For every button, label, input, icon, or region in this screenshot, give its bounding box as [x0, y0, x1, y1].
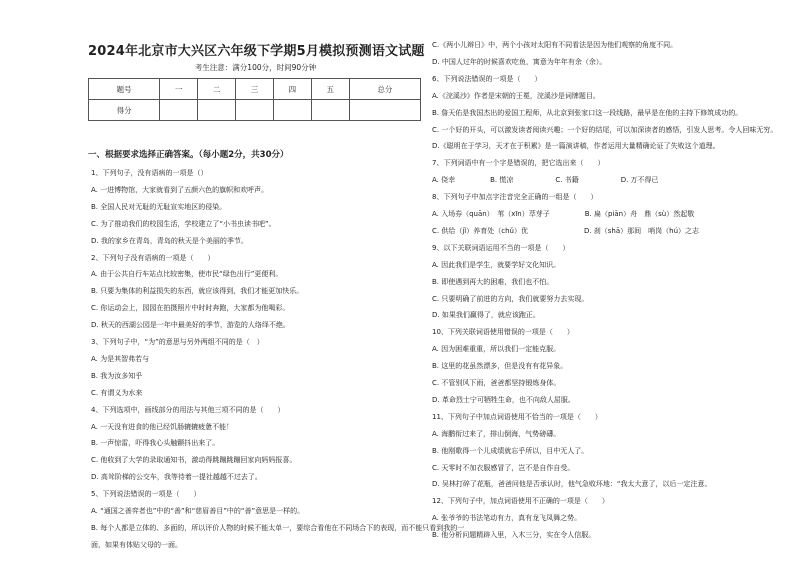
question-line: 9、以下关联词语运用不当的一项是（ ）: [432, 243, 570, 252]
question-line: A. 一天没有进食的他已经饥肠辘辘疲惫不能！: [91, 422, 234, 431]
question-line: 3、下列句子中，“为”的意思与另外两组不同的是（ ）: [91, 338, 264, 346]
score-cell: 四: [273, 79, 311, 100]
score-table-header-row: [89, 79, 421, 100]
score-cell: [349, 100, 420, 121]
question-line: B. 每个人都是立体的、多面的，所以评价人物的时候不能太单一，要综合看他在不同场合下的表现，而不能只看到我的一: [91, 523, 465, 532]
question-line: A. 入场券（quān） 苇（xīn）萃芽子 B. 扁（piān）舟 鼎（sù）然起敬: [432, 210, 695, 218]
section-heading: 一、根据要求选择正确答案。（每小题2分，共30分）: [88, 150, 289, 160]
question-line: A. 张爷爷的书法笔动有力，真有龙飞凤舞之势。: [432, 514, 582, 523]
question-line: C.《两小儿辩日》中，两个小孩对太阳有不同看法是因为他们观察的角度不同。: [432, 41, 678, 49]
score-cell: [311, 100, 349, 121]
question-line: 2、下列句子没有语病的一项是（ ）: [91, 253, 215, 262]
question-line: 5、下列说法错误的一项是（ ）: [91, 490, 201, 499]
question-line: A. 因此我们是学生，就要学好文化知识。: [432, 260, 561, 269]
question-line: D. 如果我们赢得了，就应该跑正。: [432, 311, 540, 320]
question-line: B. 一声惊雷，吓得我心头触颤抖出来了。: [91, 439, 220, 448]
score-cell: [236, 100, 274, 121]
question-line: A.《浣溪沙》作者是宋朝的王冕，浣溪沙是词牌题目。: [432, 91, 600, 100]
score-cell: 得分: [89, 100, 160, 121]
question-line: A. 为是其智弗若与: [91, 354, 150, 363]
score-table: [88, 78, 421, 121]
question-line: 11、下列句子中加点词语使用不恰当的一项是（ ）: [432, 412, 602, 421]
score-cell: 题号: [89, 79, 160, 100]
question-line: D. 中国人过年的时候喜欢吃鱼，寓意为年年有余（余）。: [432, 57, 607, 66]
question-line: C. 你运动会上，园园在拍摄照片中时时奔跑，大家都为他喝彩。: [91, 304, 290, 313]
score-table-score-row: [89, 100, 421, 121]
question-line: B. 全国人民对无耻的无耻宣实地区的侵染。: [91, 202, 227, 211]
question-line: A. 由于公共自行车站点比较密集，使市民“绿色出行”更便利。: [91, 270, 283, 279]
question-line: B. 我为汝多知乎: [91, 371, 143, 380]
question-line: C. 为了推动我们的校园生活，学校建立了“小书虫读书吧”。: [91, 219, 276, 228]
question-line: 12、下列句子中，加点词语使用不正确的一项是（ ）: [432, 497, 609, 506]
question-line: A. 海鹏衔过来了，排山倒海，气势磅礴。: [432, 429, 561, 438]
score-cell: [273, 100, 311, 121]
question-line: A. 因为困难重重，所以我们一定能克服。: [432, 345, 561, 354]
question-line: C. 只要明确了前进的方向，我们就要努力去实现。: [432, 294, 589, 303]
question-line: C. 天零时不加衣服感冒了，岂不是自作自受。: [432, 463, 575, 472]
question-line: B. 他刚歌得一个儿成绩就忘乎所以，目中无人了。: [432, 446, 589, 455]
question-line: D. 高耸阶梯的公交车，我等待着一提社越越不过去了。: [91, 473, 262, 482]
question-line: A. 一进博物馆，大家就看到了五颜六色的旗帜和欢呼声。: [91, 185, 269, 194]
question-line: C. 一个好的开头，可以激发读者阅读兴趣；一个好的结尾，可以加深读者的感悟，引发人思考。令人回味无穷。: [432, 125, 778, 134]
score-cell: 二: [198, 79, 236, 100]
question-line: 面，如果有体贴父母的一面。: [91, 540, 182, 549]
question-line: C. 不管别风下雨，爸爸都坚持锻炼身体。: [432, 379, 561, 387]
question-line: 7、下列词语中有一个字是错误的，把它选出来（ ）: [432, 159, 605, 168]
question-line: B. 他分析问题精辟入里，入木三分，实在令人信服。: [432, 531, 596, 540]
question-line: 4、下列选项中，画线部分的用法与其他三项不同的是（ ）: [91, 405, 285, 414]
question-line: D. 吴林打碎了花瓶，爸爸问他是否承认时，他气急败坏地：“我太大意了，以后一定注意。: [432, 480, 712, 489]
score-cell: [160, 100, 198, 121]
question-line: B. 只要为集体的利益损失的东西，就应该得到，我们才能更加快乐。: [91, 287, 304, 296]
question-line: B. 即使遇到再大的困难，我们也不怕。: [432, 277, 554, 286]
score-cell: [198, 100, 236, 121]
question-line: D. 秋天的西湖公园是一年中最美好的季节，游览的人络绎不绝。: [91, 321, 290, 330]
score-cell: 总分: [349, 79, 420, 100]
question-line: 1、下列句子，没有语病的一项是（）: [91, 169, 208, 177]
question-line: 8、下列句子中加点字注音完全正确的一组是（ ）: [432, 193, 598, 202]
question-line: A. “通国之善弈者也”中的“善”和“慈眉善目”中的“善”意思是一样的。: [91, 507, 305, 515]
score-cell: 一: [160, 79, 198, 100]
question-line: 6、下列说法错误的一项是（ ）: [432, 74, 542, 83]
page-title: 2024年北京市大兴区六年级下学期5月模拟预测语文试题: [88, 44, 425, 59]
question-line: C. 他收到了大学的录取通知书，激动得跳蹦跳蹦回家向妈妈报喜。: [91, 456, 297, 465]
question-line: B. 詹天佑是我国杰出的爱国工程师，从北京到张家口这一段线路，最早是在他的主持下修筑成功的。: [432, 108, 743, 117]
question-line: A. 侥幸 B. 慌凉 C. 书籍 D. 万不得已: [432, 176, 659, 185]
question-line: C. 有谓义为水来: [91, 388, 143, 397]
exam-notice: 考生注意：满分100分，时间90分钟: [194, 63, 317, 72]
question-line: D. 我的家乡在青岛，青岛的秋天是个美丽的季节。: [91, 236, 248, 245]
question-line: C. 供给（jǐ）养育处（chǔ）优 D. 刹（shā）那间 哨岗（hú）之志: [432, 226, 700, 235]
question-line: B. 这里的花虽然漂多，但是没有有花异象。: [432, 362, 568, 371]
score-cell: 五: [311, 79, 349, 100]
question-line: 10、下列关联词语使用错误的一项是（ ）: [432, 328, 574, 337]
question-line: D. 革命烈士宁可牺牲生命，也不向敌人屈服。: [432, 395, 575, 404]
score-cell: 三: [236, 79, 274, 100]
question-line: D.《聪明在于学习，天才在于积累》是一篇演讲稿，作者运用大量精确论证了失败这个道理。: [432, 142, 720, 151]
